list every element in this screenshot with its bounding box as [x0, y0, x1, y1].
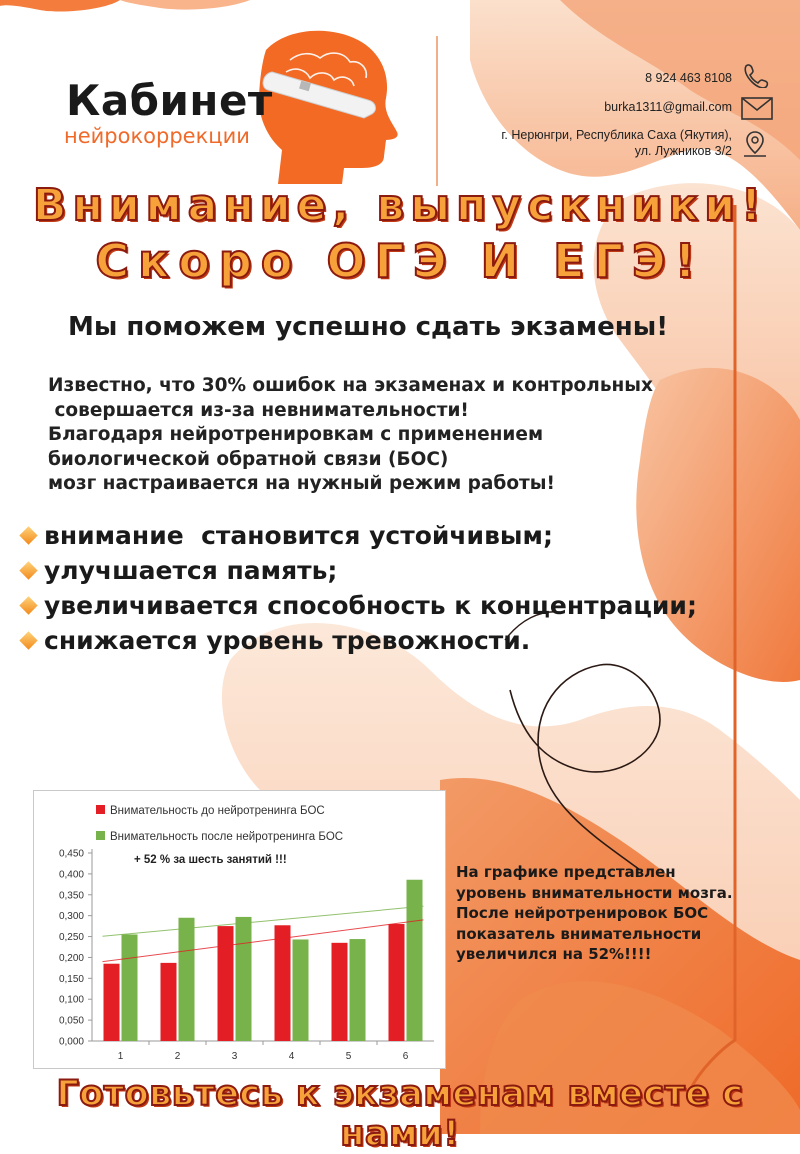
- trend-line: [103, 920, 424, 962]
- chart-note: [456, 862, 733, 965]
- contact-email[interactable]: burka1311@gmail.com: [604, 100, 732, 114]
- y-tick-label: 0,150: [58, 973, 84, 985]
- x-tick-label: 4: [288, 1051, 295, 1062]
- list-item: [16, 518, 697, 553]
- paragraph-line: биологической обратной связи (БОС): [48, 448, 449, 470]
- y-tick-label: 0,100: [58, 994, 84, 1006]
- note-line: увеличился на 52%!!!!: [456, 945, 652, 963]
- y-tick-label: 0,400: [58, 869, 84, 881]
- bar: [104, 964, 120, 1041]
- mail-icon: [740, 96, 774, 122]
- x-tick-label: 2: [174, 1051, 181, 1062]
- headline-line-2: Скоро ОГЭ И ЕГЭ!: [95, 234, 705, 288]
- legend-label: Внимательность до нейротренинга БОС: [110, 805, 325, 817]
- diamond-bullet-icon: [19, 631, 37, 649]
- paragraph-line: мозг настраивается на нужный режим работы!: [48, 473, 555, 494]
- benefit-text: увеличивается способность к концентрации;: [44, 591, 697, 620]
- header-divider: [436, 36, 438, 186]
- x-tick-label: 5: [345, 1051, 352, 1062]
- legend-swatch: [96, 831, 105, 840]
- x-tick-label: 1: [117, 1051, 124, 1062]
- phone-icon: [740, 62, 770, 88]
- bar: [293, 939, 309, 1041]
- diamond-bullet-icon: [19, 526, 37, 544]
- bar: [389, 924, 405, 1041]
- x-tick-label: 3: [231, 1051, 238, 1062]
- list-item: [16, 588, 697, 623]
- paragraph-line: совершается из-за невнимательности!: [48, 399, 469, 421]
- subheading: Мы поможем успешно сдать экзамены!: [68, 312, 669, 342]
- location-icon: [740, 129, 770, 159]
- note-line: На графике представлен: [456, 863, 676, 881]
- benefit-text: внимание становится устойчивым;: [44, 521, 553, 550]
- chart-annotation: + 52 % за шесть занятий !!!: [134, 854, 287, 866]
- x-tick-label: 6: [402, 1051, 409, 1062]
- benefit-text: улучшается память;: [44, 556, 338, 585]
- bar: [161, 963, 177, 1041]
- y-tick-label: 0,250: [58, 932, 84, 944]
- bar: [275, 925, 291, 1041]
- y-tick-label: 0,200: [58, 952, 84, 964]
- headline-line-1: Внимание, выпускники!: [32, 180, 768, 231]
- benefit-text: снижается уровень тревожности.: [44, 626, 531, 655]
- footer-slogan: Готовьтесь к экзаменам вместе с нами!: [56, 1074, 744, 1154]
- legend-label: Внимательность после нейротренинга БОС: [110, 831, 344, 843]
- bar: [332, 943, 348, 1041]
- bar: [179, 918, 195, 1041]
- trend-line: [103, 906, 424, 936]
- bar: [236, 917, 252, 1041]
- note-line: После нейротренировок БОС: [456, 904, 709, 922]
- y-tick-label: 0,300: [58, 911, 84, 923]
- note-line: показатель внимательности: [456, 924, 702, 943]
- note-line: уровень внимательности мозга.: [456, 883, 733, 902]
- bar: [350, 939, 366, 1041]
- list-item: [16, 623, 697, 658]
- attention-chart: [33, 790, 446, 1069]
- list-item: [16, 553, 697, 588]
- diamond-bullet-icon: [19, 561, 37, 579]
- bar: [407, 880, 423, 1041]
- paragraph-line: Благодаря нейротренировкам с применением: [48, 424, 544, 445]
- address-line-2: ул. Лужников 3/2: [634, 144, 732, 158]
- intro-paragraph: [48, 374, 653, 497]
- contact-phone[interactable]: 8 924 463 8108: [645, 71, 732, 85]
- bar: [122, 934, 138, 1041]
- bar: [218, 926, 234, 1041]
- paragraph-line: Известно, что 30% ошибок на экзаменах и контрольных: [48, 375, 653, 396]
- contact-address: [501, 127, 732, 159]
- brand-subtitle: нейрокоррекции: [64, 124, 250, 148]
- y-tick-label: 0,000: [58, 1036, 84, 1048]
- y-tick-label: 0,350: [58, 890, 84, 902]
- brand-name: Кабинет: [66, 76, 273, 125]
- address-line-1: г. Нерюнгри, Республика Саха (Якутия),: [501, 128, 732, 142]
- chart-svg: [34, 791, 445, 1068]
- diamond-bullet-icon: [19, 596, 37, 614]
- y-tick-label: 0,050: [58, 1015, 84, 1027]
- benefits-list: [16, 518, 697, 658]
- legend-swatch: [96, 805, 105, 814]
- y-tick-label: 0,450: [58, 848, 84, 860]
